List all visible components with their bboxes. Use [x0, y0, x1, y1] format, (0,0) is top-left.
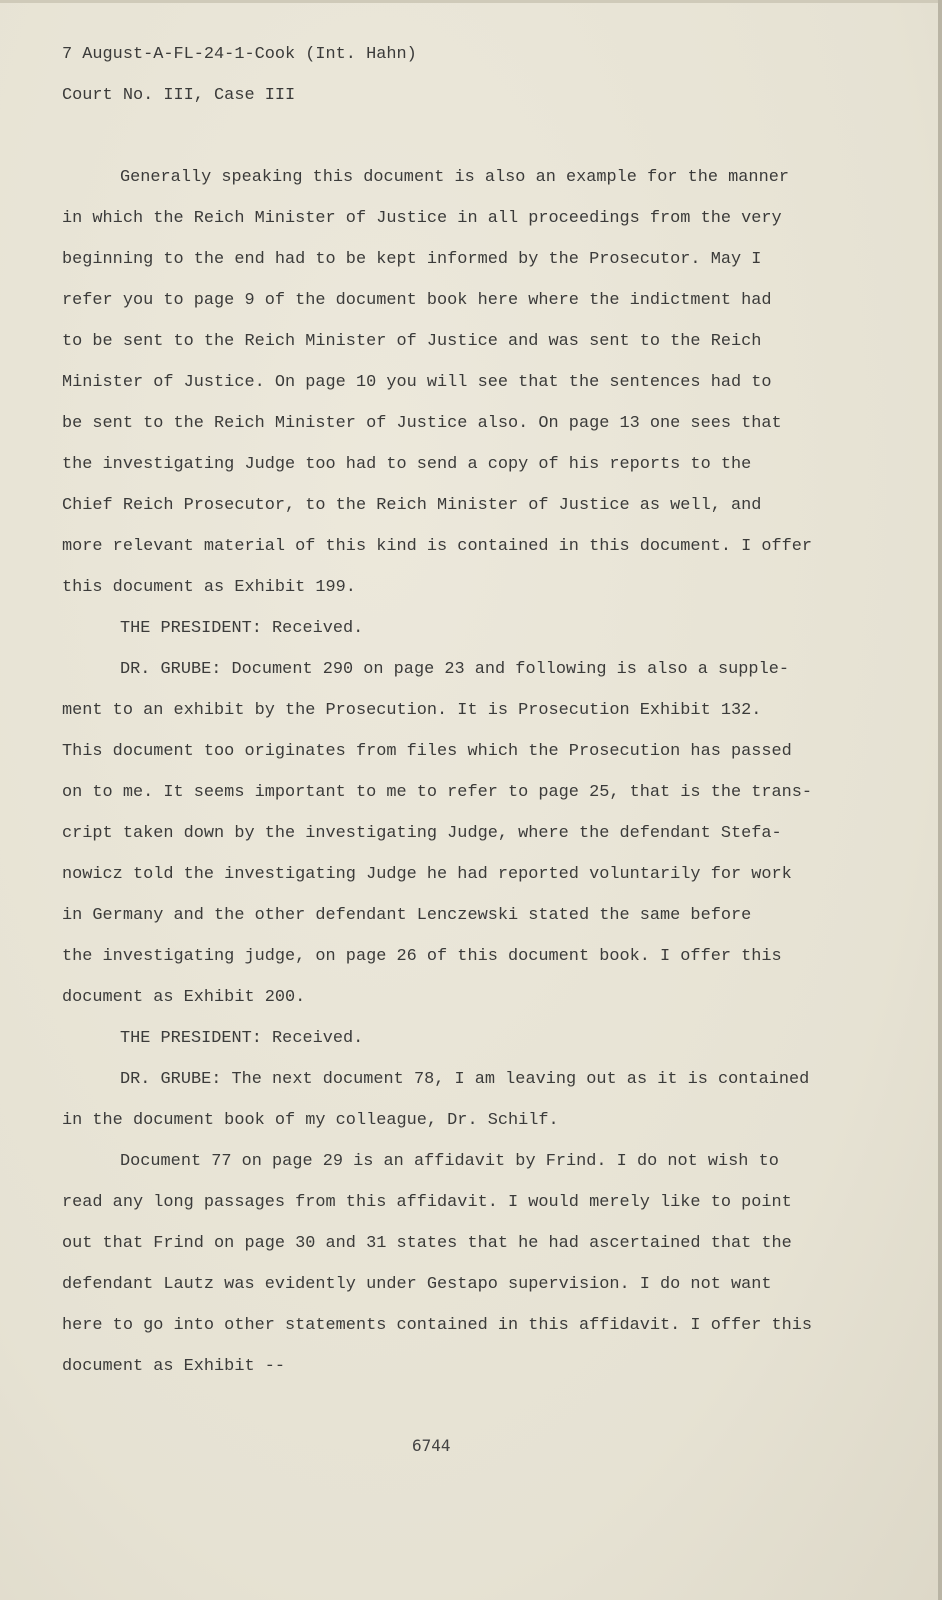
- paragraph-first-line: THE PRESIDENT: Received.: [120, 1029, 364, 1048]
- paper-right-edge: [938, 0, 942, 1600]
- paragraph-line: on to me. It seems important to me to refer to page 25, that is the trans-: [62, 783, 813, 802]
- paragraph-line: Chief Reich Prosecutor, to the Reich Minister of Justice as well, and: [62, 496, 762, 515]
- paragraph-line: refer you to page 9 of the document book here where the indictment had: [62, 291, 772, 310]
- paragraph-first-line: Generally speaking this document is also an example for the manner: [120, 168, 789, 187]
- paragraph-first-line: DR. GRUBE: Document 290 on page 23 and following is also a supple-: [120, 660, 789, 679]
- paragraph-line: beginning to the end had to be kept informed by the Prosecutor. May I: [62, 250, 762, 269]
- paragraph-line: here to go into other statements contained in this affidavit. I offer this: [62, 1316, 813, 1335]
- paragraph-line: This document too originates from files which the Prosecution has passed: [62, 742, 792, 761]
- header-reference: 7 August-A-FL-24-1-Cook (Int. Hahn): [62, 45, 417, 64]
- paragraph-line: document as Exhibit --: [62, 1357, 285, 1376]
- paragraph-line: document as Exhibit 200.: [62, 988, 306, 1007]
- paragraph-line: be sent to the Reich Minister of Justice also. On page 13 one sees that: [62, 414, 782, 433]
- paragraph-line: defendant Lautz was evidently under Gestapo supervision. I do not want: [62, 1275, 772, 1294]
- paragraph-line: Minister of Justice. On page 10 you will see that the sentences had to: [62, 373, 772, 392]
- paragraph-line: in Germany and the other defendant Lenczewski stated the same before: [62, 906, 752, 925]
- paragraph-line: this document as Exhibit 199.: [62, 578, 356, 597]
- paragraph-line: in which the Reich Minister of Justice in all proceedings from the very: [62, 209, 782, 228]
- paragraph-line: out that Frind on page 30 and 31 states that he had ascertained that the: [62, 1234, 792, 1253]
- paragraph-line: more relevant material of this kind is contained in this document. I offer: [62, 537, 813, 556]
- paragraph-line: read any long passages from this affidavit. I would merely like to point: [62, 1193, 792, 1212]
- paragraph-line: in the document book of my colleague, Dr. Schilf.: [62, 1111, 559, 1130]
- paragraph-first-line: THE PRESIDENT: Received.: [120, 619, 364, 638]
- header-court: Court No. III, Case III: [62, 86, 296, 105]
- paper-top-edge: [0, 0, 942, 3]
- paragraph-line: cript taken down by the investigating Judge, where the defendant Stefa-: [62, 824, 782, 843]
- paragraph-line: the investigating judge, on page 26 of this document book. I offer this: [62, 947, 782, 966]
- paragraph-line: nowicz told the investigating Judge he had reported voluntarily for work: [62, 865, 792, 884]
- paragraph-first-line: Document 77 on page 29 is an affidavit by Frind. I do not wish to: [120, 1152, 779, 1171]
- page-number: 6744: [412, 1436, 451, 1455]
- paragraph-first-line: DR. GRUBE: The next document 78, I am leaving out as it is contained: [120, 1070, 810, 1089]
- paragraph-line: ment to an exhibit by the Prosecution. It is Prosecution Exhibit 132.: [62, 701, 762, 720]
- paragraph-line: to be sent to the Reich Minister of Justice and was sent to the Reich: [62, 332, 762, 351]
- paragraph-line: the investigating Judge too had to send a copy of his reports to the: [62, 455, 752, 474]
